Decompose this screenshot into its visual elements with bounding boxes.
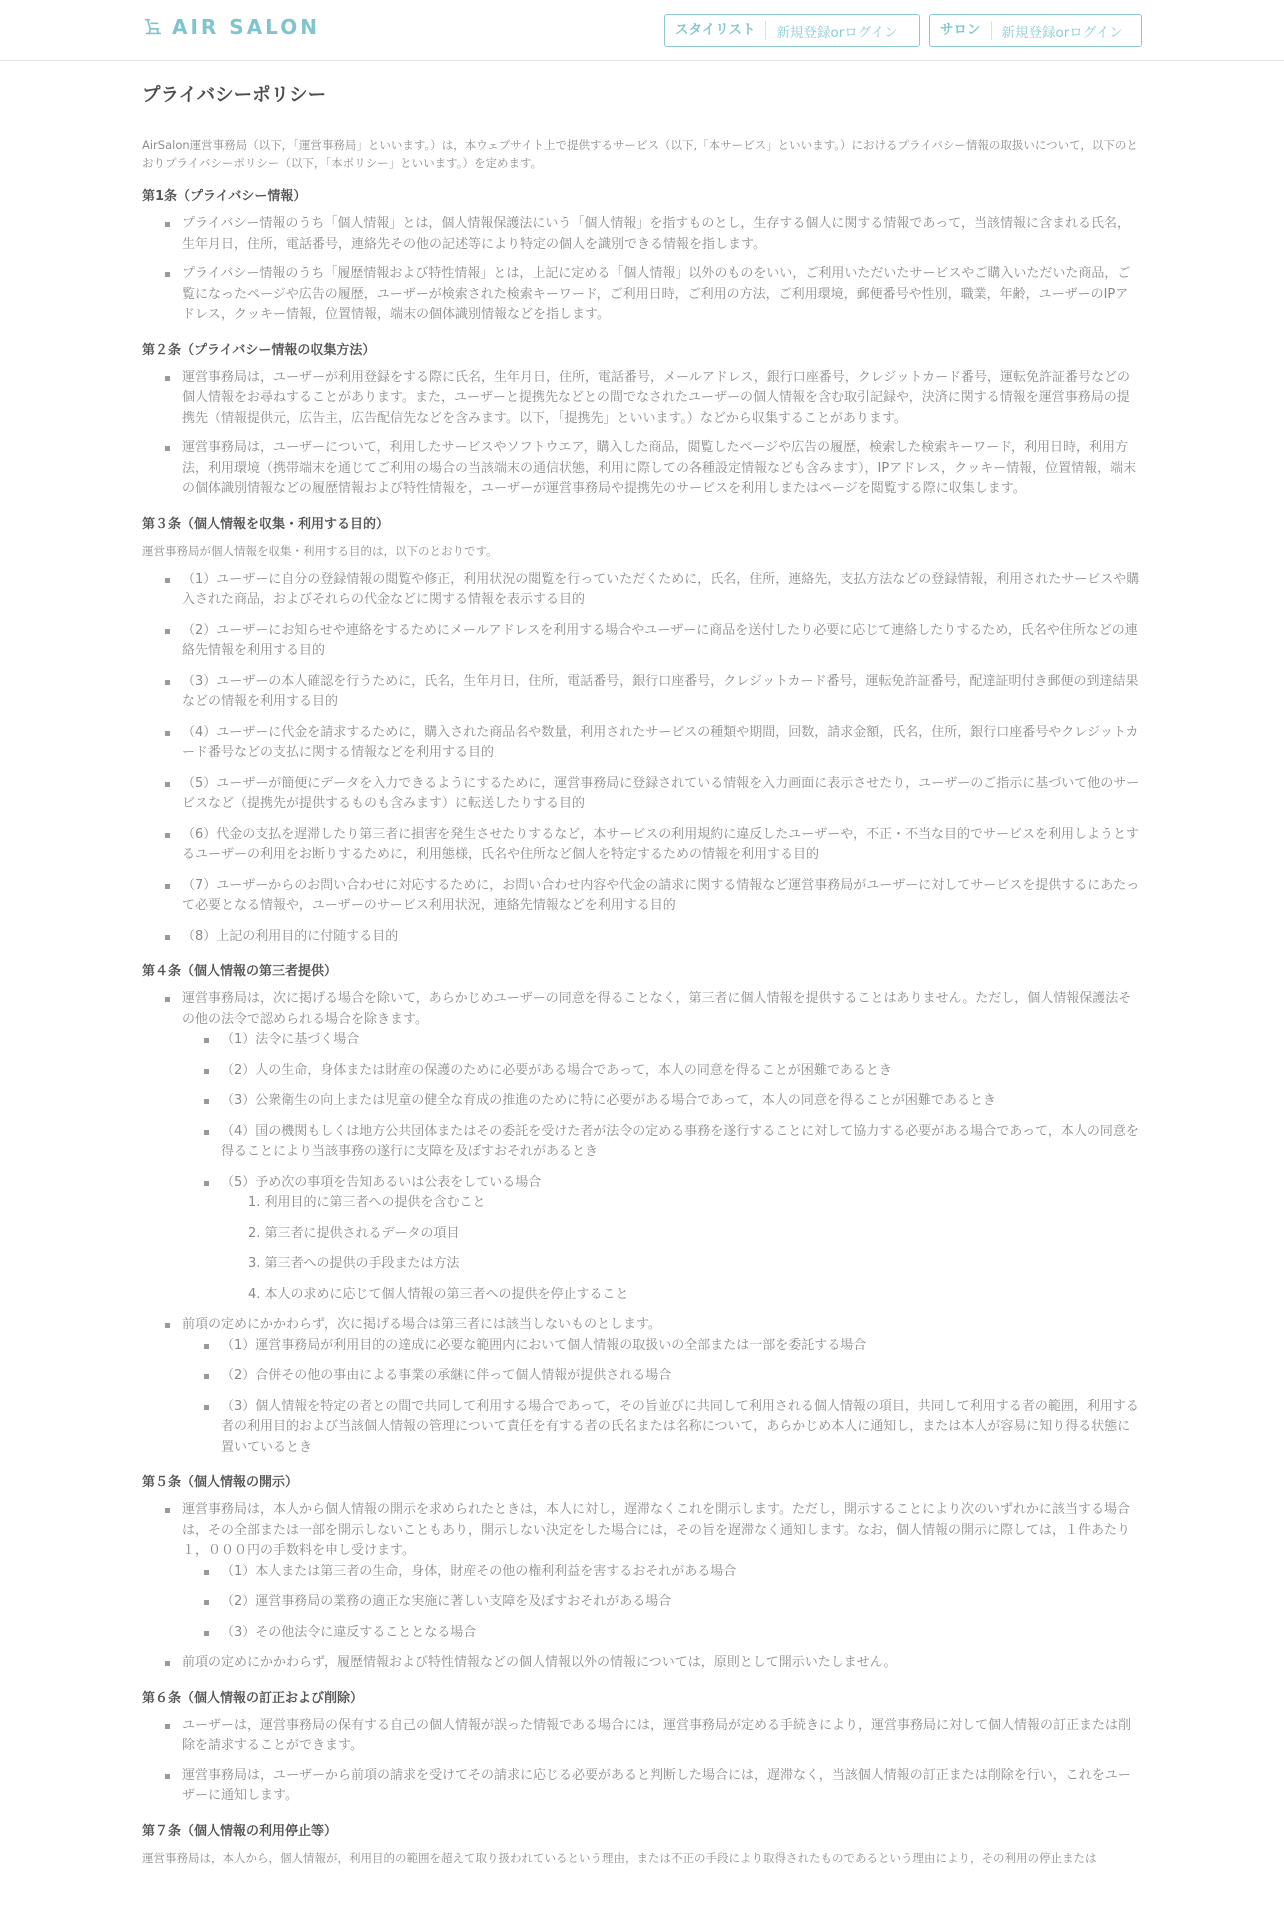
sub-list-item: （2）人の生命，身体または財産の保護のために必要がある場合であって，本人の同意を得ることが困難であるとき (182, 1061, 1140, 1082)
numbered-item: 2. 第三者に提供されるデータの項目 (248, 1225, 460, 1241)
sub-list-item: （2）運営事務局の業務の適正な実施に著しい支障を及ぼすおそれがある場合 (182, 1592, 1140, 1613)
list-item: （7）ユーザーからのお問い合わせに対応するために，お問い合わせ内容や代金の請求に関する情報など運営事務局がユーザーに対してサービスを提供するにあたって必要となる情報や，ユーザーのサービス利用状況，連絡先情報などを利用する目的 (142, 876, 1140, 917)
numbered-item: 4. 本人の求めに応じて個人情報の第三者への提供を停止すること (248, 1286, 629, 1302)
article-2-title: 第２条（プライバシー情報の収集方法） (142, 342, 376, 358)
article-3-title: 第３条（個人情報を収集・利用する目的） (142, 516, 390, 532)
article-6-title: 第６条（個人情報の訂正および削除） (142, 1690, 364, 1706)
article-3-list (142, 570, 1140, 948)
sub-list-item: （1）本人または第三者の生命，身体，財産その他の権利利益を害するおそれがある場合 (182, 1562, 1140, 1583)
sub-list-item: （3）その他法令に違反することとなる場合 (182, 1623, 1140, 1644)
stylist-login-link[interactable]: 新規登録orログイン (776, 24, 898, 41)
list-item: （8）上記の利用目的に付随する目的 (142, 927, 1140, 948)
stylist-auth-button[interactable] (664, 14, 920, 47)
list-item: プライバシー情報のうち「個人情報」とは，個人情報保護法にいう「個人情報」を指すものとし，生存する個人に関する情報であって，当該情報に含まれる氏名，生年月日，住所，電話番号，連絡先その他の記述等により特定の個人を識別できる情報を指します。 (142, 214, 1140, 255)
list-item: （4）ユーザーに代金を請求するために，購入された商品名や数量，利用されたサービスの種類や期間，回数，請求金額，氏名，住所，銀行口座番号やクレジットカード番号などの支払に関する情報などを利用する目的 (142, 723, 1140, 764)
page-title: プライバシーポリシー (142, 85, 327, 106)
logo[interactable] (142, 15, 320, 39)
article-4-item-2-text: 前項の定めにかかわらず，次に掲げる場合は第三者には該当しないものとします。 (182, 1317, 661, 1332)
article-1-list (142, 214, 1140, 326)
list-item: 運営事務局は，ユーザーについて，利用したサービスやソフトウエア，購入した商品，閲覧したページや広告の履歴，検索した検索キーワード，利用日時，利用方法，利用環境（携帯端末を通じてご利用の場合の当該端末の通信状態，利用に際しての各種設定情報なども含みます），IPアドレス，クッキー情報，位置情報，端末の個体識別情報などの履歴情報および特性情報を，ユーザーが運営事務局や提携先のサービスを利用しまたはページを閲覧する際に収集します。 (142, 438, 1140, 500)
article-4-sublist-2 (182, 1336, 1140, 1459)
sub-list-item: （1）運営事務局が利用目的の達成に必要な範囲内において個人情報の取扱いの全部または一部を委託する場合 (182, 1336, 1140, 1357)
article-4-list (142, 989, 1140, 1458)
sub-list-item: （1）法令に基づく場合 (182, 1030, 1140, 1051)
article-7-lead: 運営事務局は，本人から，個人情報が，利用目的の範囲を超えて取り扱われているという理由，または不正の手段により取得されたものであるという理由により，その利用の停止または (142, 1850, 1097, 1865)
salon-label: サロン (930, 21, 992, 40)
sub-list-item: （3）公衆衛生の向上または児童の健全な育成の推進のために特に必要がある場合であって，本人の同意を得ることが困難であるとき (182, 1091, 1140, 1112)
article-4-numbered-list (221, 1193, 1140, 1305)
site-header (0, 0, 1284, 61)
list-item: （2）ユーザーにお知らせや連絡をするためにメールアドレスを利用する場合やユーザーに商品を送付したり必要に応じて連絡したりするため，氏名や住所などの連絡先情報を利用する目的 (142, 621, 1140, 662)
list-item (142, 989, 1140, 1305)
intro-text: AirSalon運営事務局（以下，「運営事務局」といいます。）は，本ウェブサイト上で提供するサービス（以下,「本サービス」といいます。）におけるプライバシー情報の取扱いについて，以下のとおりプライバシーポリシー（以下，「本ポリシー」といいます。）を定めます。 (142, 138, 1138, 170)
list-item: 運営事務局は，ユーザーが利用登録をする際に氏名，生年月日，住所，電話番号，メールアドレス，銀行口座番号，クレジットカード番号，運転免許証番号などの個人情報をお尋ねすることがあります。また，ユーザーと提携先などとの間でなされたユーザーの個人情報を含む取引記録や，決済に関する情報を運営事務局の提携先（情報提供元，広告主，広告配信先などを含みます。以下，「提携先」といいます。）などから収集することがあります。 (142, 368, 1140, 430)
list-item (142, 1500, 1140, 1643)
list-item: （3）ユーザーの本人確認を行うために，氏名，生年月日，住所，電話番号，銀行口座番号，クレジットカード番号，運転免許証番号，配達証明付き郵便の到達結果などの情報を利用する目的 (142, 672, 1140, 713)
article-3-lead: 運営事務局が個人情報を収集・利用する目的は，以下のとおりです。 (142, 543, 498, 558)
article-7-title: 第７条（個人情報の利用停止等） (142, 1823, 338, 1839)
logo-text: AIR SALON (172, 15, 320, 39)
list-item: （1）ユーザーに自分の登録情報の閲覧や修正，利用状況の閲覧を行っていただくために，氏名，住所，連絡先，支払方法などの登録情報，利用されたサービスや購入された商品，およびそれらの代金などに関する情報を表示する目的 (142, 570, 1140, 611)
article-5-title: 第５条（個人情報の開示） (142, 1475, 299, 1490)
article-1-title: 第1条（プライバシー情報） (142, 189, 307, 204)
sub-list-item: （3）個人情報を特定の者との間で共同して利用する場合であって，その旨並びに共同して利用される個人情報の項目，共同して利用する者の範囲，利用する者の利用目的および当該個人情報の管理について責任を有する者の氏名または名称について，あらかじめ本人に通知し，または本人が容易に知り得る状態に置いているとき (182, 1397, 1140, 1459)
list-item: プライバシー情報のうち「履歴情報および特性情報」とは，上記に定める「個人情報」以外のものをいい，ご利用いただいたサービスやご購入いただいた商品，ご覧になったページや広告の履歴，ユーザーが検索された検索キーワード，ご利用日時，ご利用の方法，ご利用環境，郵便番号や性別，職業，年齢，ユーザーのIPアドレス，クッキー情報，位置情報，端末の個体識別情報などを指します。 (142, 264, 1140, 326)
article-4-sublist-1 (182, 1030, 1140, 1305)
article-5-list (142, 1500, 1140, 1674)
article-6-list (142, 1716, 1140, 1807)
article-2-list (142, 368, 1140, 500)
article-5-item-1-text: 運営事務局は，本人から個人情報の開示を求められたときは，本人に対し，遅滞なくこれを開示します。ただし，開示することにより次のいずれかに該当する場合は，その全部または一部を開示しないこともあり，開示しない決定をした場合には，その旨を遅滞なく通知します。なお，個人情報の開示に際しては，１件あたり１，０００円の手数料を申し受けます。 (182, 1502, 1130, 1558)
sub-list-item: （4）国の機関もしくは地方公共団体またはその委託を受けた者が法令の定める事務を遂行することに対して協力する必要がある場合であって，本人の同意を得ることにより当該事務の遂行に支障を及ぼすおそれがあるとき (182, 1122, 1140, 1163)
list-item: 前項の定めにかかわらず，履歴情報および特性情報などの個人情報以外の情報については，原則として開示いたしません。 (142, 1653, 1140, 1674)
article-4-title: 第４条（個人情報の第三者提供） (142, 964, 338, 979)
article-4-item-1-text: 運営事務局は，次に掲げる場合を除いて，あらかじめユーザーの同意を得ることなく，第三者に個人情報を提供することはありません。ただし，個人情報保護法その他の法令で認められる場合を除きます。 (182, 991, 1132, 1027)
list-item: （5）ユーザーが簡便にデータを入力できるようにするために，運営事務局に登録されている情報を入力画面に表示させたり，ユーザーのご指示に基づいて他のサービスなど（提携先が提供するものも含みます）に転送したりする目的 (142, 774, 1140, 815)
stylist-label: スタイリスト (665, 21, 766, 40)
list-item: ユーザーは，運営事務局の保有する自己の個人情報が誤った情報である場合には，運営事務局が定める手続きにより，運営事務局に対して個人情報の訂正または削除を請求することができます。 (142, 1716, 1140, 1757)
sub-list-item-text: （5）予め次の事項を告知あるいは公表をしている場合 (221, 1174, 542, 1190)
numbered-item: 3. 第三者への提供の手段または方法 (248, 1256, 460, 1271)
sub-list-item (182, 1173, 1140, 1306)
salon-chair-icon (142, 16, 164, 38)
list-item (142, 1315, 1140, 1458)
numbered-item: 1. 利用目的に第三者への提供を含むこと (248, 1195, 486, 1210)
salon-login-link[interactable]: 新規登録orログイン (1001, 24, 1123, 41)
salon-auth-button[interactable] (929, 14, 1142, 47)
list-item: （6）代金の支払を遅滞したり第三者に損害を発生させたりするなど，本サービスの利用規約に違反したユーザーや，不正・不当な目的でサービスを利用しようとするユーザーの利用をお断りするために，利用態様，氏名や住所など個人を特定するための情報を利用する目的 (142, 825, 1140, 866)
sub-list-item: （2）合併その他の事由による事業の承継に伴って個人情報が提供される場合 (182, 1366, 1140, 1387)
policy-content (142, 61, 1140, 1877)
article-5-sublist (182, 1562, 1140, 1644)
list-item: 運営事務局は，ユーザーから前項の請求を受けてその請求に応じる必要があると判断した場合には，遅滞なく，当該個人情報の訂正または削除を行い，これをユーザーに通知します。 (142, 1766, 1140, 1807)
